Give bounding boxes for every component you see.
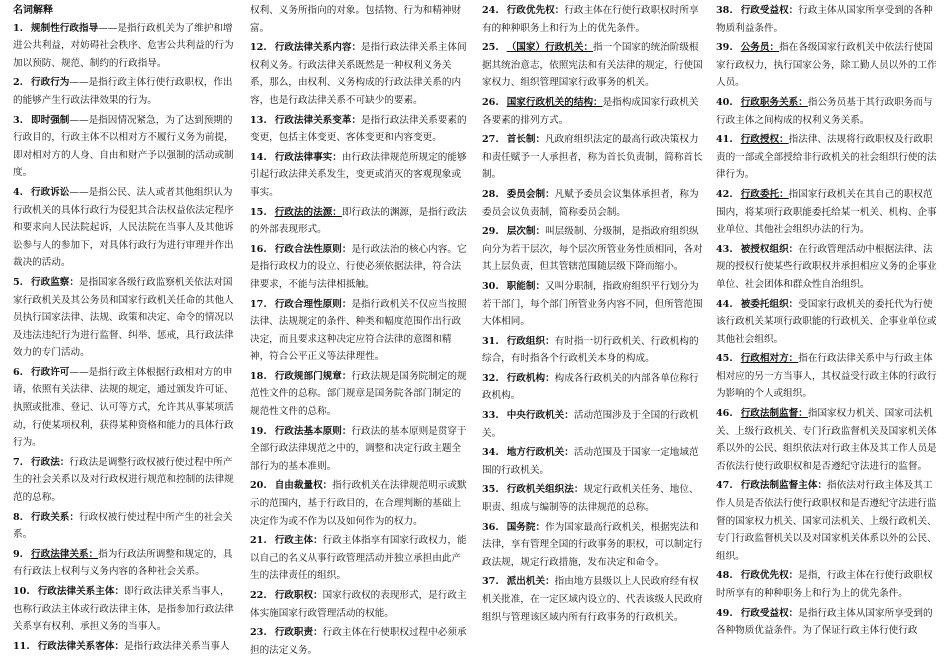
entry-term: （国家）行政机关： [506,42,594,54]
definition-entry [482,39,703,92]
definition-entry [13,454,238,507]
entry-number: 43. [716,243,733,255]
definition-entry [13,546,238,581]
definition-entry [716,477,938,565]
entry-number: 48. [716,570,733,582]
definition-entry [13,74,238,109]
entry-term: 行政法律关系内容： [274,42,362,54]
definition-entry [13,509,238,544]
entry-term: 层次制： [506,226,546,238]
definition-entry [482,573,703,626]
definition-entry [716,186,938,239]
definition-entry [250,204,470,239]
entry-term: 行政职权： [274,590,323,601]
entry-definition: 叫层级制、分级制，是指政府组织纵向分为若干层次，每个层次所管业务性质相同，各对其上层负责，但其管辖范围随层级下降而缩小。 [482,226,703,273]
entry-definition: 是指，行政主体在行使行政职权时所享有的种种职务上和行为上的优先条件。 [716,570,933,599]
definition-entry [482,186,703,221]
definition-entry [482,333,703,368]
entry-number: 8. [13,511,24,523]
entry-term: 行政法的法源： [274,206,342,218]
definition-entry [250,2,470,37]
entry-definition: 是指行政法律关系主体间权利义务。行政法律关系既然是一种权利义务关系，那么，由权利、义务构成的行政法律关系的内容，也是行政法律关系不可缺少的要素。 [250,42,467,106]
definition-entry [250,368,470,421]
entry-definition: 凡政府组织法定的最高行政决策权力和责任赋予一人承担者，称为首长负责制，简称首长制。 [482,134,703,181]
entry-term: 国家行政机关的结构： [506,96,603,108]
definition-entry [716,605,938,640]
entry-term: 行政主体： [274,535,323,547]
definition-entry [716,39,938,92]
entry-definition: 即行政法律关系当事人，也称行政法主体或行政法律主体，是指参加行政法律关系享有权利、承担义务的当事人。 [13,586,234,633]
entry-number: 16. [250,243,267,255]
definition-entry [716,131,938,184]
entry-number: 23. [250,627,267,639]
entry-term: 委员会制： [506,188,555,200]
entry-definition: 是指行政法律关系当事人 [124,640,230,652]
entry-definition: 指在行政法律关系中与行政主体相对应的另一方当事人，其权益受行政主体的行政行为影响的个人或组织。 [716,353,937,400]
entry-number: 3. [13,114,24,126]
entry-number: 12. [250,42,267,54]
entry-definition: 指依法对行政主体及其工作人员是否依法行使行政职权和是否遵纪守法进行监督的国家权力机关、国家司法机关、上级行政机关、专门行政监督机关以及对国家机关体系以外的公民、组织。 [716,480,937,562]
column-3 [482,2,703,628]
entry-term: 行政法制监督主体： [740,480,828,492]
entry-number: 28. [482,188,499,200]
definition-entry [250,149,470,202]
definition-entry [250,112,470,147]
definition-entry [13,364,238,452]
entry-definition: 指国家权力机关、国家司法机关、上级行政机关、专门行政监督机关及国家机关体系以外的公民、组织依法对行政主体及其工作人员是否依法行使行政职权和是否遵纪守法进行的监督。 [716,408,937,472]
entry-definition: 行政主体指享有国家行政权力，能以自己的名义从事行政管理活动并独立承担由此产生的法律责任的组织。 [250,535,467,582]
definition-entry [13,184,238,272]
entry-number: 21. [250,535,267,547]
entry-term: 行政相对方： [740,353,799,365]
entry-definition: 国家行政权的表现形式，是行政主体实施国家行政管理活动的权能。 [250,590,467,619]
entry-definition: 权利、义务所指向的对象。包括物、行为和精神财富。 [250,5,462,34]
entry-number: 45. [716,353,733,365]
entry-number: 13. [250,114,267,126]
entry-term: 行政合理性原则： [274,298,352,310]
entry-number: 46. [716,408,733,420]
entry-term: 行政关系： [31,511,79,523]
entry-definition: ——是指公民、法人或者其他组织认为行政机关的具体行政行为侵犯其合法权益依法定程序和要求向人民法院起诉，人民法院在当事人及其他诉讼参与人的参加下，对具体行政行为进行审理并作出裁决的活动。 [13,186,234,269]
entry-definition: 是指行政主体从国家所享受到的各种物质优益条件。为了保证行政主体行使行政 [716,607,933,637]
entry-number: 41. [716,134,733,146]
entry-definition: 由行政法律规范所规定的能够引起行政法律关系发生，变更或消灭的客观现象或事实。 [250,151,467,198]
entry-number: 2. [13,77,24,89]
entry-number: 10. [13,586,30,597]
entry-definition: 是指构成国家行政机关各要素的排列方式。 [482,96,699,126]
column-2 [250,2,470,661]
entry-definition: 行政主体从国家所享受到的各种物质利益条件。 [716,5,933,34]
entry-number: 29. [482,226,499,238]
entry-definition: ——是指行政机关为了维护和增进公共利益，对妨碍社会秩序、危害公共利益的行为加以预防、规范、制约的行政指导。 [13,22,234,69]
entry-list [482,2,703,626]
entry-number: 15. [250,206,267,218]
entry-number: 30. [482,280,499,292]
entry-definition: 活动范围涉及于全国的行政机关。 [482,410,699,439]
definition-entry [250,532,470,585]
entry-definition: 指国家行政机关在其自己的职权范围内，将某项行政职能委托给某一机关、机构、企事业单位、其他社会组织办法的行为。 [716,188,937,236]
definition-entry [482,2,703,37]
definition-entry [13,638,238,656]
entry-definition: 行政主体在行使职权过程中必须承担的法定义务。 [250,627,467,656]
entry-definition: 受国家行政机关的委托代为行使该行政机关某项行政职能的行政机关、企事业单位或其他社会组织。 [716,298,937,345]
definition-entry [482,481,703,516]
entry-term: 国务院： [506,521,546,533]
entry-term: 行政规部门规章： [274,370,352,382]
definition-entry [482,444,703,479]
entry-definition: 作为国家最高行政机关，根据宪法和法律，享有管理全国的行政事务的职权，可以制定行政法规，规定行政措施，发布决定和命令。 [482,521,703,568]
definition-entry [482,407,703,442]
entry-term: 首长制： [506,134,546,146]
definition-entry [716,405,938,475]
entry-term: 行政法律关系变革： [274,114,362,126]
entry-term: 被委托组织： [740,298,799,310]
entry-term: 被授权组织： [740,243,799,255]
entry-term: 行政合法性原则： [274,243,352,255]
entry-number: 5. [13,276,24,288]
section-heading: 名词解释 [13,5,53,16]
entry-number: 14. [250,151,267,163]
entry-term: 行政委托： [740,188,789,200]
entry-term: 行政法律关系客体： [37,640,125,652]
entry-term: 行政受益权： [740,607,799,619]
entry-term: 行政法律关系主体： [37,586,125,597]
entry-definition: 凡赋予委员会议集体承担者，称为委员会议负责制，简称委员会制。 [482,188,699,218]
entry-number: 32. [482,372,499,384]
entry-number: 1. [13,22,24,34]
definition-entry [482,519,703,572]
definition-entry [13,274,238,362]
entry-term: 行政组织： [506,335,555,347]
definition-entry [250,624,470,659]
entry-number: 20. [250,480,267,492]
entry-definition: 行政法规是国务院制定的规范性文件的总称。部门规章是国务院各部门制定的规范性文件的总称。 [250,370,467,418]
entry-number: 39. [716,42,733,54]
entry-term: 行政许可 [31,366,70,378]
entry-term: 行政法基本原则： [274,425,352,437]
entry-number: 22. [250,590,267,601]
entry-term: 行政优先权： [740,570,799,582]
entry-number: 18. [250,370,267,382]
entry-definition: 行政权被行使过程中所产生的社会关系。 [13,511,233,541]
definition-entry [482,278,703,331]
entry-term: 行政法律事实： [274,151,342,163]
entry-number: 37. [482,576,499,588]
entry-term: 派出机关： [506,576,555,588]
entry-term: 行政职责： [274,627,323,639]
entry-term: 地方行政机关： [506,447,574,459]
definition-entry [250,296,470,366]
entry-term: 自由裁量权： [274,480,333,492]
entry-term: 中央行政机关： [506,410,574,422]
entry-term: 行政行为 [31,77,70,89]
entry-term: 规制性行政指导 [31,22,99,34]
entry-definition: 指在各级国家行政机关中依法行使国家行政权力，执行国家公务，除工勤人员以外的工作人员。 [716,42,937,89]
entry-number: 11. [13,640,30,652]
entry-definition: 有时指一切行政机关、行政机构的综合，有时指各个行政机关本身的构成。 [482,335,699,365]
column-4 [716,2,938,642]
entry-definition: 即行政法的渊源，是指行政法的外部表现形式。 [250,206,467,236]
entry-term: 行政机关组织法： [506,484,584,496]
entry-term: 行政法： [31,456,70,468]
entry-term: 行政法律关系： [31,548,99,560]
entry-definition: 行政法的基本原则是贯穿于全部行政法律规范之中的，调整和决定行政主题全部行为的基本准则。 [250,425,467,472]
entry-term: 行政受益权： [740,5,799,16]
entry-term: 行政授权： [740,134,789,146]
entry-term: 行政职务关系： [740,96,808,108]
entry-definition: 指行政机关在法律规范明示或默示的范围内，基于行政目的，在合理判断的基础上决定作为或不作为以及如何作为的权力。 [250,480,467,527]
definition-entry [716,296,938,349]
definition-entry [716,94,938,129]
entry-number: 24. [482,5,499,16]
definition-entry [13,583,238,636]
entry-definition: 行政主体在行使行政职权时所享有的种种职务上和行为上的优先条件。 [482,5,699,34]
entry-number: 44. [716,298,733,310]
entry-definition: 是行政法治的核心内容。它是指行政权力的设立、行使必须依据法律，符合法律要求，不能与法律相抵触。 [250,243,467,290]
entry-number: 33. [482,410,499,422]
definition-entry [13,20,238,73]
definition-entry [250,423,470,476]
entry-number: 42. [716,188,733,200]
entry-definition: ——是指因情况紧急，为了达到预期的行政目的，行政主体不以相对方不履行义务为前提，即对相对方的人身、自由和财产予以强制的活动或制度。 [13,114,234,179]
definition-entry [716,241,938,294]
entry-number: 38. [716,5,733,16]
entry-definition: 指一个国家的统治阶级根据其统治意志，依照宪法和有关法律的规定，行使国家权力、组织管理国家行政事务的机关。 [482,42,703,89]
entry-definition: 是指国家各级行政监察机关依法对国家行政机关及其公务员和国家行政机关任命的其他人员执行国家法律、法规、政策和决定、命令的情况以及违法违纪行为进行监督、纠举、惩戒，具行政法律效力的专门活动。 [13,276,234,359]
entry-definition: ——是指行政主体根据行政相对方的申请，依照有关法律、法规的规定，通过颁发许可证、执照或批准、登记、认可等方式，允许其从事某项活动，行使某项权利，获得某种资格和能力的具体行政行为。 [13,366,234,449]
entry-definition: 指由地方县级以上人民政府经有权机关批准，在一定区域内设立的、代表该级人民政府组织与管理该区域内所有行政事务的行政机关。 [482,576,703,623]
definition-entry [716,2,938,37]
definition-entry [716,350,938,403]
entry-definition: 指为行政法所调整和规定的，具有行政法上权利与义务内容的各种社会关系。 [13,548,233,578]
entry-term: 行政优先权： [506,5,565,16]
definition-entry [482,223,703,276]
entry-list [250,2,470,659]
entry-definition: 行政法是调整行政权被行使过程中所产生的社会关系以及对行政权进行规范和控制的法律规范的总称。 [13,456,234,504]
entry-list [716,2,938,640]
definition-entry [716,567,938,602]
entry-definition: 在行政管理活动中根据法律、法规的授权行使某些行政职权并承担相应义务的企事业单位、社会团体和群众性自治组织。 [716,243,937,290]
entry-number: 27. [482,134,499,146]
entry-term: 行政监察： [31,276,79,288]
entry-definition: 又叫分职制，指政府组织平行划分为若干部门，每个部门所管业务内容不同，但所管范围大体相同。 [482,280,703,328]
entry-number: 6. [13,366,24,378]
definition-entry [482,370,703,405]
entry-definition: 是指行政法律关系要素的变更，包括主体变更、客体变更和内容变更。 [250,114,467,144]
entry-number: 34. [482,447,499,459]
entry-number: 25. [482,42,499,54]
entry-definition: ——是指行政主体行使行政职权，作出的能够产生行政法律效果的行为。 [13,77,233,106]
entry-definition: 构成各行政机关的内部各单位称行政机构。 [482,372,699,402]
entry-term: 职能制： [506,280,546,292]
entry-number: 4. [13,186,24,198]
definition-entry [482,131,703,184]
entry-number: 19. [250,425,267,437]
entry-number: 40. [716,96,733,108]
entry-definition: 指公务员基于其行政职务而与行政主体之间构成的权利义务关系。 [716,96,933,126]
entry-list [13,20,238,656]
definition-entry [13,112,238,182]
entry-number: 9. [13,548,24,560]
entry-definition: 活动范围及于国家一定地域范围的行政机关。 [482,447,699,476]
entry-term: 即时强制 [31,114,70,126]
entry-definition: 指法律、法规将行政职权及行政职责的一部或全部授给非行政机关的社会组织行使的法律行为。 [716,134,937,181]
definition-entry [250,477,470,530]
entry-definition: 规定行政机关任务、地位、职责、组成与编制等的法律规范的总称。 [482,484,699,514]
definition-entry [250,587,470,622]
entry-number: 35. [482,484,499,496]
entry-number: 36. [482,521,499,533]
entry-number: 26. [482,96,499,108]
definition-entry [250,39,470,109]
entry-number: 31. [482,335,499,347]
entry-term: 行政诉讼 [31,186,70,198]
entry-definition: 是指行政机关不仅应当按照法律、法规规定的条件、种类和幅度范围作出行政决定，而且要求这种决定应符合法律的意图和精神，符合公平正义等法律理性。 [250,298,467,363]
entry-number: 17. [250,298,267,310]
column-1 [13,2,238,657]
entry-number: 7. [13,456,24,468]
entry-term: 行政机构： [506,372,555,384]
definition-entry [482,94,703,129]
entry-term: 行政法制监督： [740,408,808,420]
entry-number: 47. [716,480,733,492]
entry-number: 49. [716,607,733,619]
entry-term: 公务员： [740,42,780,54]
definition-entry [250,241,470,294]
